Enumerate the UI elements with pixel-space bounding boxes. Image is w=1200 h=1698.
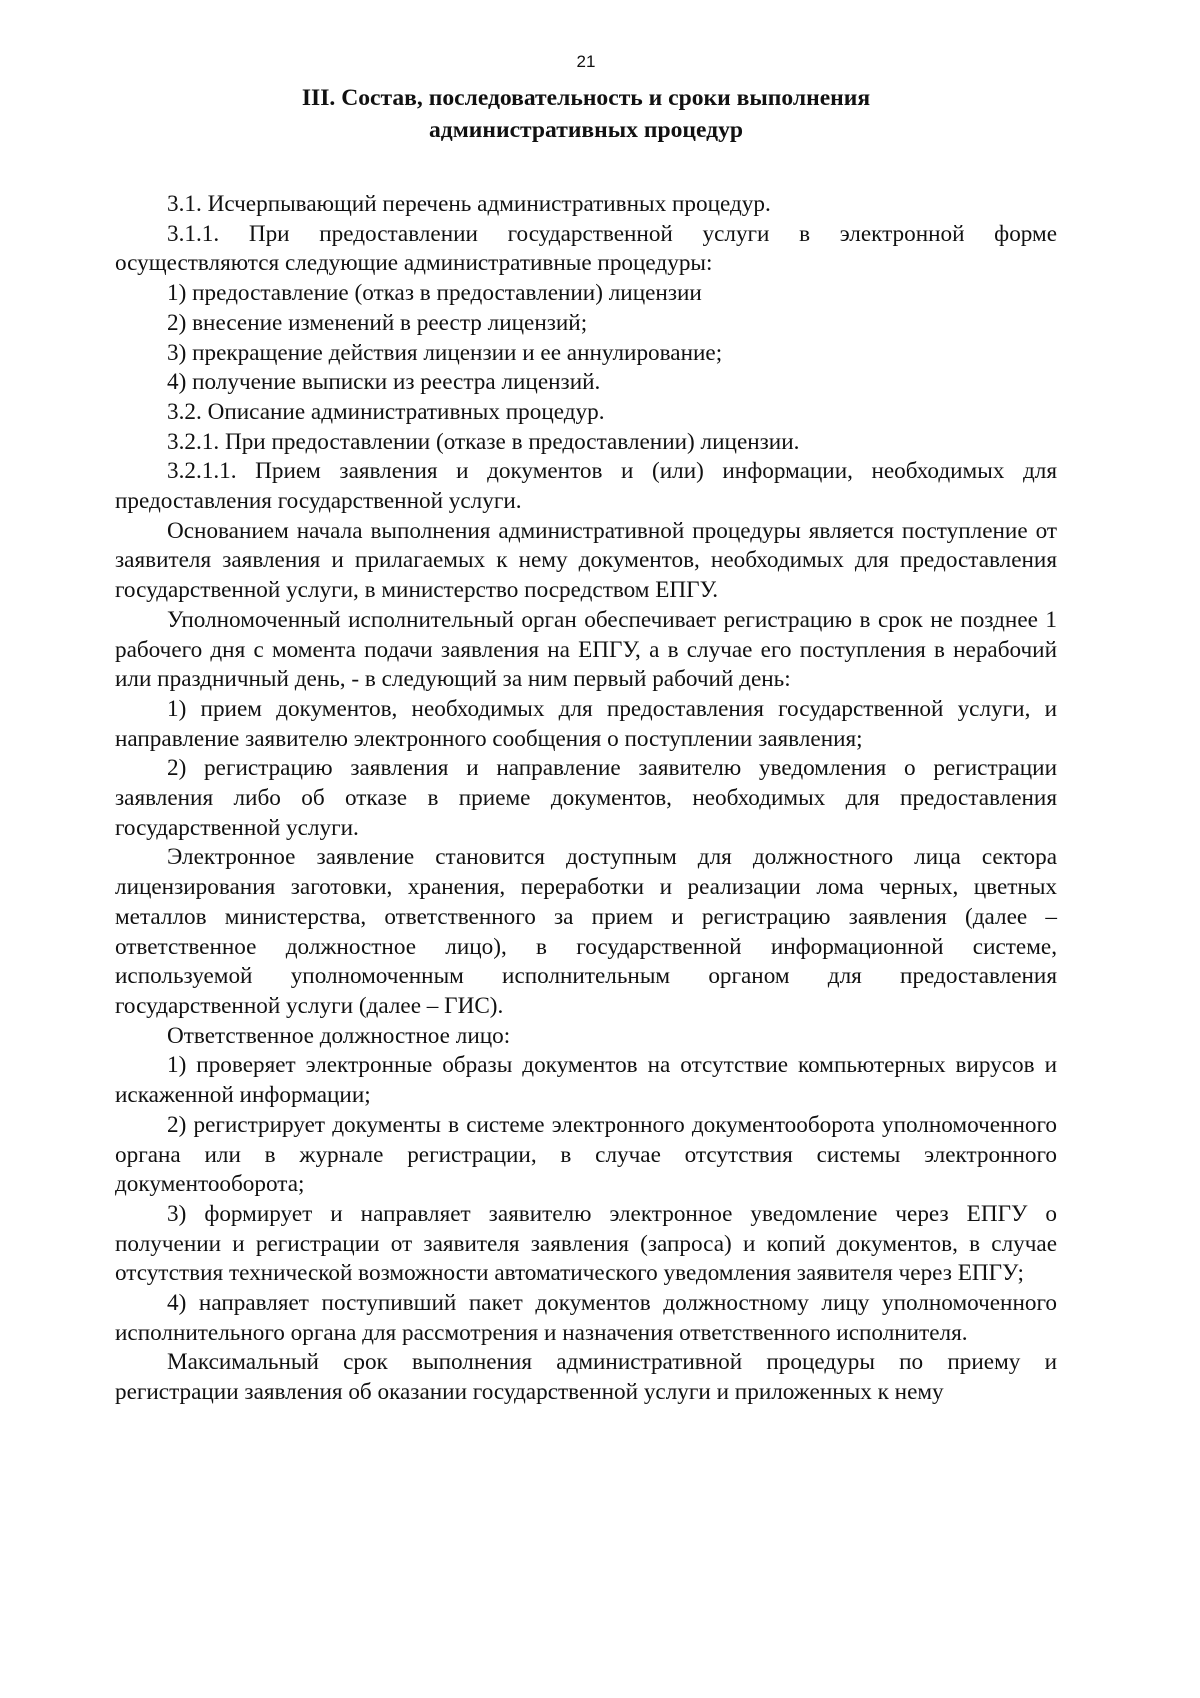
section-title-line-1: III. Состав, последовательность и сроки выполнения — [301, 85, 871, 111]
page-number: 21 — [576, 52, 596, 71]
paragraph: Основанием начала выполнения административной процедуры является поступление от заявителя заявления и прилагаемых к нему документов, необходимых для предоставления государственной услуги, в министерство посредством ЕПГУ. — [115, 517, 1057, 604]
document-body — [115, 190, 1057, 1408]
spacer — [115, 146, 1057, 190]
paragraph: 2) регистрирует документы в системе электронного документооборота уполномоченного органа или в журнале регистрации, в случае отсутствия системы электронного документооборота; — [115, 1111, 1057, 1198]
paragraph: Максимальный срок выполнения административной процедуры по приему и регистрации заявления об оказании государственной услуги и приложенных к нему — [115, 1349, 1057, 1406]
paragraph: 4) получение выписки из реестра лицензий. — [167, 369, 601, 396]
paragraph: Уполномоченный исполнительный орган обеспечивает регистрацию в срок не позднее 1 рабочего дня с момента подачи заявления на ЕПГУ, а в случае его поступления в нерабочий или праздничный день, - в следующий за ним первый рабочий день: — [115, 606, 1057, 693]
paragraph: Электронное заявление становится доступным для должностного лица сектора лицензирования заготовки, хранения, переработки и реализации лома черных, цветных металлов министерства, ответственного за прием и регистрацию заявления (далее – ответственное должностное лицо), в государственной информационной системе, используемой уполномоченным исполнительным органом для предоставления государственной услуги (далее – ГИС). — [115, 844, 1057, 1019]
paragraph: Ответственное должностное лицо: — [167, 1022, 511, 1049]
paragraph: 4) направляет поступивший пакет документов должностному лицу уполномоченного исполнительного органа для рассмотрения и назначения ответственного исполнителя. — [115, 1290, 1057, 1346]
section-title-line-2: административных процедур — [429, 117, 743, 143]
paragraph: 3.2.1.1. Прием заявления и документов и (или) информации, необходимых для предоставления государственной услуги. — [115, 458, 1057, 515]
paragraph: 1) прием документов, необходимых для предоставления государственной услуги, и направление заявителю электронного сообщения о поступлении заявления; — [115, 695, 1057, 752]
paragraph: 2) регистрацию заявления и направление заявителю уведомления о регистрации заявления либо об отказе в приеме документов, необходимых для предоставления государственной услуги. — [115, 755, 1057, 841]
paragraph: 3) формирует и направляет заявителю электронное уведомление через ЕПГУ о получении и регистрации от заявителя заявления (запроса) и копий документов, в случае отсутствия технической возможности автоматического уведомления заявителя через ЕПГУ; — [115, 1200, 1057, 1287]
paragraph: 3.1. Исчерпывающий перечень административных процедур. — [167, 191, 771, 217]
paragraph: 1) предоставление (отказ в предоставлении) лицензии — [167, 280, 702, 307]
document-page — [115, 52, 1057, 1408]
paragraph: 3.1.1. При предоставлении государственной услуги в электронной форме осуществляются следующие административные процедуры: — [115, 220, 1057, 277]
paragraph: 3.2. Описание административных процедур. — [167, 398, 605, 425]
paragraph: 3.2.1. При предоставлении (отказе в предоставлении) лицензии. — [167, 428, 800, 455]
paragraph: 2) внесение изменений в реестр лицензий; — [167, 309, 588, 336]
paragraph: 1) проверяет электронные образы документов на отсутствие компьютерных вирусов и искаженной информации; — [115, 1052, 1057, 1109]
paragraph: 3) прекращение действия лицензии и ее аннулирование; — [167, 339, 723, 366]
